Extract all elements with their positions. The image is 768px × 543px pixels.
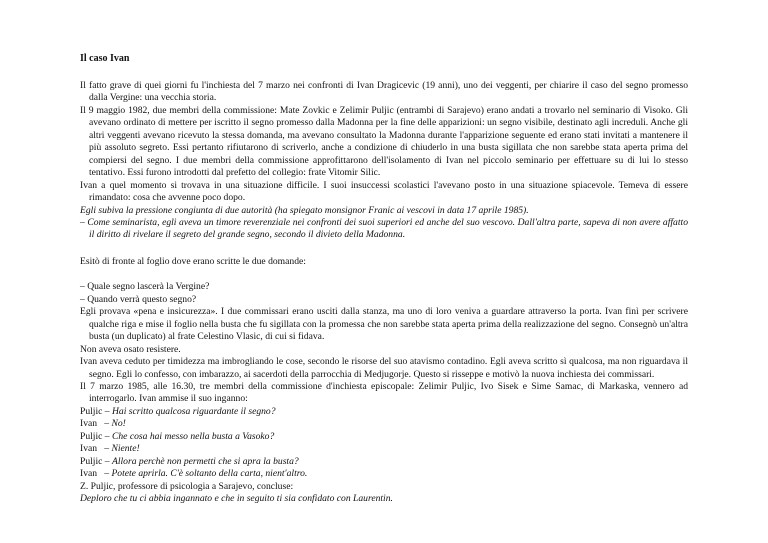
dialogue-text: Potete aprirla. C'è soltanto della carta, nient'altro. <box>111 468 308 480</box>
dialogue-line <box>80 418 688 430</box>
italic-paragraph: Egli subiva la pressione congiunta di due autorità (ha spiegato monsignor Franic ai vescovi in data 17 aprile 1985). <box>80 204 529 216</box>
dialogue-line <box>80 456 688 468</box>
dialogue-speaker: Ivan – <box>80 468 112 480</box>
dialogue-speaker: Ivan – <box>80 443 112 455</box>
question-line: – Quando verrà questo segno? <box>80 293 197 305</box>
paragraph: Il fatto grave di quei giorni fu l'inchiesta del 7 marzo nei confronti di Ivan Dragicevic (19 anni), uno dei veggenti, per chiarire il caso del segno promesso dalla Vergine: una vecchia storia. <box>80 80 688 104</box>
dialogue-speaker: Puljic – <box>80 455 112 467</box>
dialogue-line <box>80 443 688 455</box>
question-line: – Quale segno lascerà la Vergine? <box>80 281 210 293</box>
italic-paragraph: – Come seminarista, egli aveva un timore reverenziale nei confronti dei suoi superiori ed anche del suo vescovo. Dall'altra parte, sapeva di non avere affatto il diritto di rivelare il segreto del grande segno, secondo il divieto della Madonna. <box>80 216 688 241</box>
paragraph: Ivan a quel momento si trovava in una situazione difficile. I suoi insuccessi scolastici l'avevano posto in una situazione spiacevole. Temeva di essere rimandato: cosa che avvenne poco dopo. <box>80 179 688 204</box>
paragraph: Egli provava «pena e insicurezza». I due commissari erano usciti dalla stanza, ma uno di loro veniva a guardare attraverso la porta. Ivan finì per scrivere qualche riga e mise il foglio nella busta che fu sigillata con la promessa che non sarebbe stata aperta prima della realizzazione del segno. Consegnò un'altra busta (un duplicato) al frate Celestino Vlasic, di cui si fidava. <box>80 306 688 343</box>
dialogue-line <box>80 431 688 443</box>
dialogue-speaker: Puljic – <box>80 430 112 442</box>
dialogue-speaker: Puljic – <box>80 405 112 417</box>
dialogue-text: Hai scritto qualcosa riguardante il segno? <box>111 405 276 417</box>
dialogue-text: Niente! <box>111 443 140 455</box>
dialogue-line <box>80 406 688 418</box>
dialogue-text: Che cosa hai messo nella busta a Vasoko? <box>111 430 275 442</box>
paragraph: Z. Puljic, professore di psicologia a Sarajevo, concluse: <box>80 480 294 492</box>
dialogue-speaker: Ivan – <box>80 418 112 430</box>
paragraph: Esitò di fronte al foglio dove erano scritte le due domande: <box>80 255 306 267</box>
paragraph: Il 9 maggio 1982, due membri della commissione: Mate Zovkic e Zelimir Puljic (entrambi di Sarajevo) erano andati a trovarlo nel seminario di Visoko. Gli avevano ordinato di mettere per iscritto il segno promesso dalla Madonna per la fine delle apparizioni: un segno visibile, destinato agli increduli. Anche gli altri veggenti avevano ricevuto la stessa domanda, ma avevano consultato la Madonna durante l'apparizione seguente ed erano stati invitati a mantenere il più assoluto segreto. Essi pertanto rifiutarono di scriverlo, anche a condizione di chiuderlo in una busta sigillata che non sarebbe stata aperta prima del compiersi del segno. I due membri della commissione approfittarono dell'isolamento di Ivan nel piccolo seminario per effettuare su di lui lo stesso tentativo. Essi furono introdotti dal prefetto del collegio: frate Vitomir Silic. <box>80 104 688 179</box>
dialogue-line <box>80 468 688 480</box>
dialogue-text: No! <box>111 418 126 430</box>
paragraph: Il 7 marzo 1985, alle 16.30, tre membri della commissione d'inchiesta episcopale: Zelimir Puljic, Ivo Sisek e Sime Samac, di Markaska, vennero ad interrogarlo. Ivan ammise il suo inganno: <box>80 380 688 405</box>
paragraph: Ivan aveva ceduto per timidezza ma imbrogliando le cose, secondo le risorse del suo atavismo contadino. Egli aveva scritto sì qualcosa, ma non riguardava il segno. Egli lo confesso, con imbarazzo, ai sacerdoti della parrocchia di Medjugorje. Questo si risseppe e motivò la nuova inchiesta dei commissari. <box>80 356 688 380</box>
paragraph: Non aveva osato resistere. <box>80 343 181 355</box>
document-title: Il caso Ivan <box>80 53 130 64</box>
spacer <box>80 268 688 281</box>
italic-paragraph: Deploro che tu ci abbia ingannato e che in seguito ti sia confidato con Laurentin. <box>80 493 393 505</box>
dialogue-text: Allora perchè non permetti che si apra la busta? <box>111 455 299 467</box>
spacer <box>80 242 688 256</box>
